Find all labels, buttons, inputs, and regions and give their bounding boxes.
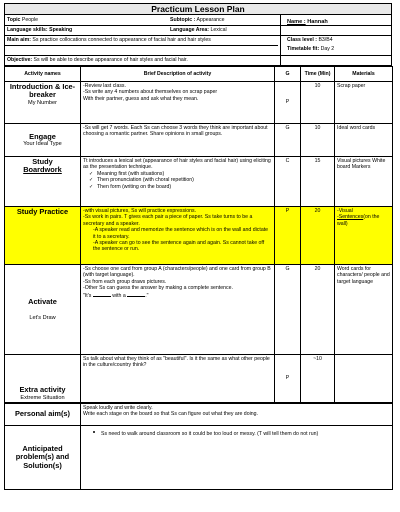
stage-study-boardwork: Study Boardwork <box>5 157 81 207</box>
activate-description: -Ss choose one card from group A (characters/people) and one card from group B (with target language). -Ss from each group draws pictures. -Other Ss can guess the answer by making a complete sentence. "It's with a ." <box>81 265 275 355</box>
intro-description: -Review last class. -Ss write any 4 numbers about themselves on scrap paper With their partner, guess and ask what they mean. <box>81 82 275 124</box>
stage-intro: Introduction & Ice-breaker My Number <box>5 82 81 124</box>
example-sentence: "It's with a ." <box>83 292 149 299</box>
lesson-info <box>4 14 392 66</box>
blank-line <box>127 292 145 297</box>
area-field: Language Area: Lexical <box>170 27 227 33</box>
time: 15 <box>301 157 335 207</box>
lesson-plan-page <box>4 3 392 490</box>
personal-aim-text: Speak loudly and write clearly. Write each stage on the board so that Ss can figure out what they are doing. <box>81 404 393 426</box>
list-item: ✓ Then pronunciation (with choral repetition) <box>97 177 272 183</box>
time: 10 <box>301 124 335 157</box>
stage-engage: Engage Your Ideal Type <box>5 124 81 157</box>
grouping: P <box>275 82 301 124</box>
subtopic-field: Subtopic : Appearance <box>170 17 225 23</box>
materials: Word cards for characters/ people and target language <box>335 265 393 355</box>
header-g: G <box>275 67 301 82</box>
table-row <box>5 207 393 265</box>
stage-extra: Extra activity Extreme Situation <box>5 355 81 403</box>
table-row <box>5 82 393 124</box>
table-row <box>5 265 393 355</box>
materials: Scrap paper <box>335 82 393 124</box>
info-line <box>5 25 391 26</box>
header-brief: Brief Description of activity <box>81 67 275 82</box>
bullet-dot <box>93 431 95 433</box>
time: 20 <box>301 207 335 265</box>
list-item: ✓ Then form (writing on the board) <box>97 184 272 190</box>
blank-line <box>93 292 111 297</box>
list-item: ✓ Meaning first (with situations) <box>97 171 272 177</box>
main-aim-field: Main aim: Ss practice collocations connected to appearance of facial hair and hair styles <box>7 37 211 43</box>
anticipated-label: Anticipated problem(s) and Solution(s) <box>5 426 81 490</box>
extra-description: Ss talk about what they think of as "beautiful". Is it the same as what other people in the culture/country think? <box>81 355 275 403</box>
info-line <box>5 35 391 36</box>
time: ~10 <box>301 355 335 403</box>
stage-study-practice: Study Practice <box>5 207 81 265</box>
table-row <box>5 124 393 157</box>
time: 20 <box>301 265 335 355</box>
anticipated-row <box>5 426 393 490</box>
grouping: C <box>275 157 301 207</box>
timetable-field: Timetable fit: Day 2 <box>287 46 335 52</box>
objective-field: Objective: Ss will be able to describe appearance of hair styles and facial hair. <box>7 57 188 63</box>
personal-aim-label: Personal aim(s) <box>5 404 81 426</box>
boardwork-description: Tt introduces a lexical set (appearance of hair styles and facial hair) using eliciting as the presentation technique. ✓ Meaning first (with situations) ✓ Then pronunciation (with choral repetition) ✓ Then form (writing on the board) <box>81 157 275 207</box>
info-line <box>5 45 278 46</box>
materials: Visual pictures White board Markers <box>335 157 393 207</box>
materials <box>335 355 393 403</box>
name-field: Name : Hannah <box>287 19 328 25</box>
practice-description: -with visual pictures, Ss will practice expressions. -Ss work in pairs. T gives each pair a piece of paper. Ss take turns to be a secretary and a speaker. -A speaker read and memorize the sentence which is on the wall and dictate it to a secretary. -A speaker can go to see the sentence again and again. Ss cannot take off the sentence or run. <box>81 207 275 265</box>
grouping: P <box>275 355 301 403</box>
header-time: Time (Min) <box>301 67 335 82</box>
header-activity: Activity names <box>5 67 81 82</box>
personal-aim-row <box>5 404 393 426</box>
anticipated-text: Ss need to walk around classroom so it could be too loud or messy. (T will tell them do not run) <box>81 426 393 490</box>
class-level-field: Class level : B3/B4 <box>287 37 333 43</box>
table-row <box>5 157 393 207</box>
stage-activate: Activate Let's Draw <box>5 265 81 355</box>
engage-description: -Ss will get 7 words. Each Ss can choose 3 words they think are important about choosing a romantic partner. Share opinions in small groups. <box>81 124 275 157</box>
table-header-row <box>5 67 393 82</box>
grouping: P <box>275 207 301 265</box>
grouping: G <box>275 265 301 355</box>
time: 10 <box>301 82 335 124</box>
boardwork-steps <box>83 171 272 190</box>
header-materials: Materials <box>335 67 393 82</box>
table-row <box>5 355 393 403</box>
activity-table <box>4 66 393 403</box>
grouping: G <box>275 124 301 157</box>
materials: -Visual -Sentences(on the wall) <box>335 207 393 265</box>
materials: Ideal word cards <box>335 124 393 157</box>
page-title: Practicum Lesson Plan <box>4 3 392 14</box>
topic-field: Topic People <box>7 17 39 23</box>
aims-table <box>4 403 393 490</box>
info-divider <box>280 15 281 65</box>
info-line <box>5 55 391 56</box>
skills-field: Language skills: Speaking <box>7 27 73 33</box>
